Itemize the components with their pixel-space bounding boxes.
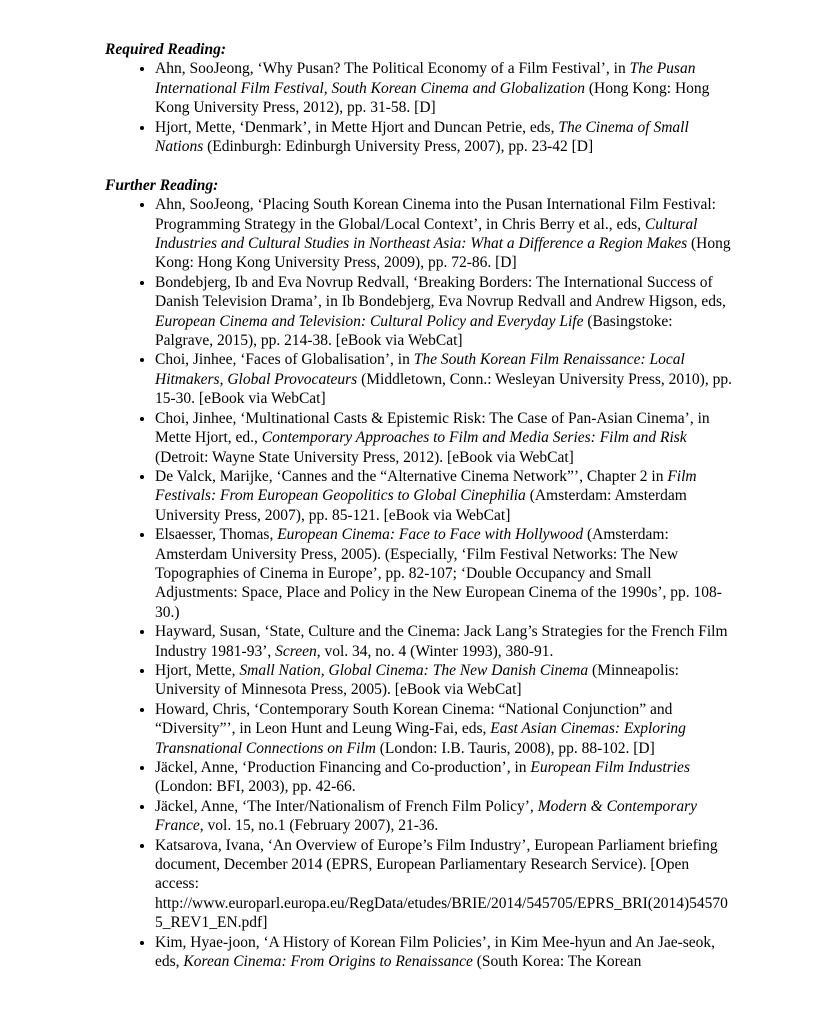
citation-title-italic: East Asian Cinemas: Exploring Transnational Connections on Film xyxy=(155,720,686,757)
section-heading: Required Reading: xyxy=(105,41,226,58)
citation-text: Hayward, Susan, ‘State, Culture and the Cinema: Jack Lang’s Strategies for the French Film Industry 1981-93’, xyxy=(155,623,728,660)
citation-text: (Hong Kong: Hong Kong University Press, 2012), pp. 31-58. [D] xyxy=(155,79,710,117)
reading-list-item xyxy=(155,350,734,408)
citation-title-italic: Contemporary Approaches to Film and Media Series: Film and Risk xyxy=(261,429,687,447)
citation-text: (Amsterdam: Amsterdam University Press, 2005). (Especially, ‘Film Festival Networks: The New Topographies of Cinema in Europe’, pp. 82-107; ‘Double Occupancy and Small Adjustments: Space, Place and Policy in the New European Cinema of the 1990s’, pp. 108-30.) xyxy=(155,526,722,621)
citation-title-italic: Korean Cinema: From Origins to Renaissance xyxy=(183,953,473,971)
citation-title-italic: The South Korean Film Renaissance: Local Hitmakers, Global Provocateurs xyxy=(155,351,685,388)
reading-list-item xyxy=(155,467,734,525)
citation-text: Jäckel, Anne, ‘Production Financing and Co-production’, in xyxy=(155,759,531,777)
reading-list-item xyxy=(155,118,734,157)
citation-title-italic: Cultural Industries and Cultural Studies in Northeast Asia: What a Difference a Region Makes xyxy=(155,215,698,253)
citation-text: Choi, Jinhee, ‘Faces of Globalisation’, in xyxy=(155,351,414,369)
citation-text: Howard, Chris, ‘Contemporary South Korean Cinema: “National Conjunction” and “Diversity”’, in Leon Hunt and Leung Wing-Fai, eds, xyxy=(155,700,673,738)
citation-text: (London: I.B. Tauris, 2008), pp. 88-102. [D] xyxy=(375,739,655,757)
citation-text: (Middletown, Conn.: Wesleyan University Press, 2010), pp. 15-30. [eBook via WebCat] xyxy=(155,370,732,408)
citation-text: (South Korea: The Korean xyxy=(472,953,642,971)
reading-list xyxy=(105,195,734,971)
citation-title-italic: The Cinema of Small Nations xyxy=(155,118,689,156)
reading-list-item xyxy=(155,700,734,758)
citation-text: Bondebjerg, Ib and Eva Novrup Redvall, ‘Breaking Borders: The International Success of Danish Television Drama’, in Ib Bondebjerg, Eva Novrup Redvall and Andrew Higson, eds, xyxy=(155,273,726,311)
citation-text: (Edinburgh: Edinburgh University Press, 2007), pp. 23-42 [D] xyxy=(203,138,594,156)
citation-text: , vol. 34, no. 4 (Winter 1993), 380-91. xyxy=(316,642,554,660)
citation-text: Hjort, Mette, xyxy=(155,661,240,679)
reading-list-item xyxy=(155,273,734,351)
reading-list-item xyxy=(155,758,734,797)
citation-text: (Basingstoke: Palgrave, 2015), pp. 214-38. [eBook via WebCat] xyxy=(155,312,673,350)
citation-text: Kim, Hyae-joon, ‘A History of Korean Film Policies’, in Kim Mee-hyun and An Jae-seok, eds, xyxy=(155,933,716,971)
citation-text: (Amsterdam: Amsterdam University Press, 2007), pp. 85-121. [eBook via WebCat] xyxy=(155,487,687,524)
citation-title-italic: European Film Industries xyxy=(530,759,690,777)
citation-title-italic: Screen xyxy=(275,642,317,660)
citation-text: De Valck, Marijke, ‘Cannes and the “Alternative Cinema Network”’, Chapter 2 in xyxy=(155,467,668,485)
reading-list-item xyxy=(155,661,734,700)
citation-text: (London: BFI, 2003), pp. 42-66. xyxy=(155,778,356,796)
citation-text: Jäckel, Anne, ‘The Inter/Nationalism of French Film Policy’, xyxy=(155,797,538,815)
reading-sections xyxy=(105,40,734,971)
reading-list-item xyxy=(155,622,734,661)
citation-text: Ahn, SooJeong, ‘Placing South Korean Cinema into the Pusan International Film Festival: Programming Strategy in the Global/Local Context’, in Chris Berry et al., eds, xyxy=(155,196,716,233)
citation-title-italic: The Pusan International Film Festival, South Korean Cinema and Globalization xyxy=(155,60,696,97)
reading-list-item xyxy=(155,195,734,273)
citation-text: (Hong Kong: Hong Kong University Press, 2009), pp. 72-86. [D] xyxy=(155,235,731,272)
citation-text: Ahn, SooJeong, ‘Why Pusan? The Political Economy of a Film Festival’, in xyxy=(155,60,630,78)
reading-list-item xyxy=(155,409,734,467)
citation-text: Choi, Jinhee, ‘Multinational Casts & Epistemic Risk: The Case of Pan-Asian Cinema’, in Mette Hjort, ed., xyxy=(155,409,710,447)
citation-text: (Detroit: Wayne State University Press, 2012). [eBook via WebCat] xyxy=(155,448,574,466)
citation-text: Katsarova, Ivana, ‘An Overview of Europe’s Film Industry’, European Parliament briefing document, December 2014 (EPRS, European Parliamentary Research Service). [Open access: http://www.europarl.europa.eu/RegData/etudes/BRIE/2014/545705/EPRS_BRI(2014)545705_REV1_EN.pdf] xyxy=(155,836,728,932)
citation-title-italic: Film Festivals: From European Geopolitics to Global Cinephilia xyxy=(155,467,697,505)
citation-title-italic: Small Nation, Global Cinema: The New Danish Cinema xyxy=(239,661,589,679)
reading-list-item xyxy=(155,797,734,836)
citation-text: (Minneapolis: University of Minnesota Press, 2005). [eBook via WebCat] xyxy=(155,661,679,699)
citation-text: Elsaesser, Thomas, xyxy=(155,526,278,544)
citation-title-italic: European Cinema: Face to Face with Hollywood xyxy=(277,526,584,544)
reading-list-item xyxy=(155,525,734,622)
section-heading: Further Reading: xyxy=(105,176,219,194)
citation-text: , vol. 15, no.1 (February 2007), 21-36. xyxy=(199,817,439,835)
reading-list-item xyxy=(155,933,734,972)
citation-text: Hjort, Mette, ‘Denmark’, in Mette Hjort and Duncan Petrie, eds, xyxy=(155,118,559,136)
reading-list-item xyxy=(155,59,734,117)
citation-title-italic: European Cinema and Television: Cultural Policy and Everyday Life xyxy=(155,312,584,330)
reading-list xyxy=(105,59,734,156)
reading-list-item xyxy=(155,836,734,933)
citation-title-italic: Modern & Contemporary France xyxy=(155,797,697,835)
